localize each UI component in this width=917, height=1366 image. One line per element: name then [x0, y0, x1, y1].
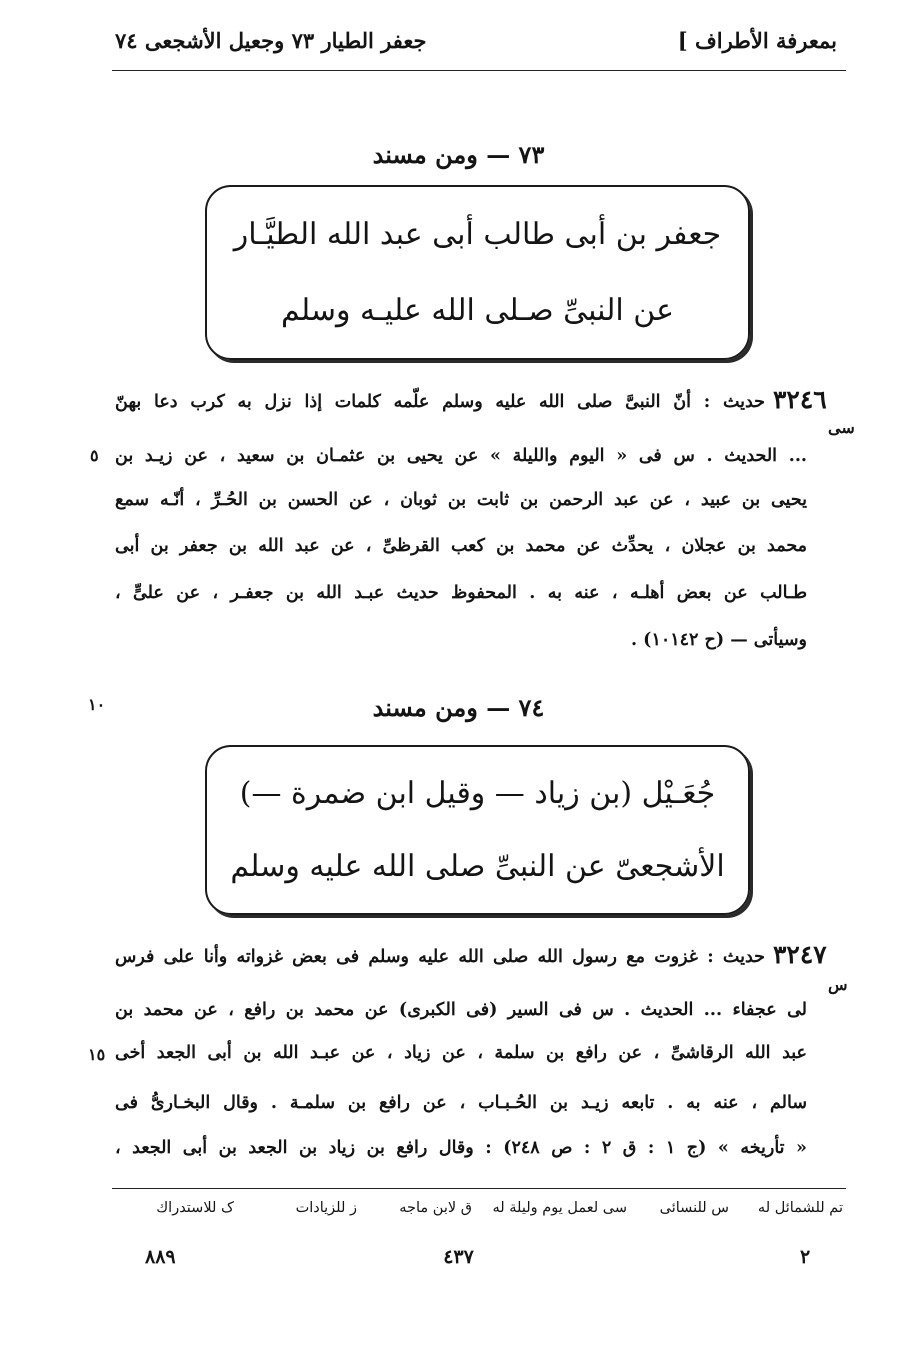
hadith-3247-line-4: سالم ، عنه به . تابعه زيـد بن الحُـبـاب ، عن رافع بن سلمـة . وقال البخـارىُّ فى [115, 1093, 807, 1113]
section-73-title-line-2: عن النبىِّ صـلى الله عليـه وسلم [281, 292, 674, 328]
hadith-3246-line-6: وسيأتى — (ح ١٠١٤٢) . [630, 630, 807, 650]
footer-key-nasai: س للنسائى [659, 1200, 729, 1216]
hadith-3247-line-3: عبد الله الرقاشىِّ ، عن رافع بن سلمة ، عن زياد ، عن عبـد الله بن أبى الجعد أخى [115, 1043, 807, 1063]
section-74-title-line-1: جُعَـيْل (بن زياد — وقيل ابن ضمرة —) [239, 776, 716, 811]
hadith-3247-line-5: « تأريخه » (ج ١ : ق ٢ : ص ٢٤٨) : وقال رافع بن زياد بن الجعد بن أبى الجعد ، [115, 1138, 807, 1158]
hadith-3246-line-3: يحيى بن عبيد ، عن عبد الرحمن بن ثابت بن ثوبان ، عن الحسن بن الحُـرِّ ، أنّـه سمع [115, 490, 807, 510]
hadith-3247-line-2: لى عجفاء ... الحديث . س فى السير (فى الكبرى) عن محمد بن رافع ، عن محمد بن [115, 1000, 807, 1020]
margin-line-number-5: ٥ [90, 446, 99, 465]
section-74-title-box [205, 745, 750, 915]
hadith-3246-number: ٣٢٤٦ [773, 385, 827, 414]
hadith-3247-siglum: س [828, 975, 848, 994]
hadith-3247-line-1: حديث : غزوت مع رسول الله صلى الله عليه وسلم فى بعض غزواته وأنا على فرس [115, 947, 765, 967]
running-header-title: جعفر الطيار ٧٣ وجعيل الأشجعى ٧٤ [115, 28, 427, 53]
margin-line-number-10: ١٠ [88, 695, 106, 714]
hadith-3246-siglum: سى [828, 418, 855, 437]
margin-line-number-15: ١٥ [88, 1045, 106, 1064]
section-73-title-box [205, 185, 750, 360]
footer-key-ibn-majah: ق لابن ماجه [399, 1200, 472, 1216]
hadith-3246-line-2: ... الحديث . س فى « اليوم والليلة » عن يحيى بن عثمـان بن سعيد ، عن زيـد بن [115, 446, 807, 466]
page-number-right: ٢ [800, 1246, 811, 1268]
section-73-title-line-1: جعفر بن أبى طالب أبى عبد الله الطيَّـار [233, 217, 722, 253]
section-74-heading: ٧٤ — ومن مسند [372, 693, 545, 722]
hadith-3246-line-4: محمد بن عجلان ، يحدِّث عن محمد بن كعب القرظىِّ ، عن عبد الله بن جعفر بن أبى [115, 536, 807, 556]
footer-key-ziyadat: ز للزيادات [295, 1200, 357, 1216]
section-74-title-line-2: الأشجعىّ عن النبىِّ صلى الله عليه وسلم [230, 849, 725, 884]
page-number-left: ٨٨٩ [145, 1246, 176, 1268]
page-number-center: ٤٣٧ [443, 1246, 474, 1268]
running-header-right: بمعرفة الأطراف ] [677, 28, 837, 53]
header-rule [112, 70, 846, 71]
section-73-heading: ٧٣ — ومن مسند [372, 140, 545, 169]
footer-key-shamail: تم للشمائل له [757, 1200, 843, 1216]
footer-rule [112, 1188, 846, 1189]
hadith-3247-number: ٣٢٤٧ [773, 940, 827, 969]
footer-key-amal-yawm: سى لعمل يوم وليلة له [492, 1200, 627, 1216]
hadith-3246-line-5: طـالب عن بعض أهلـه ، عنه به . المحفوظ حديث عبـد الله بن جعفـر ، عن علىٍّ ، [115, 583, 807, 603]
footer-key-istidrak: ک للاستدراك [156, 1200, 234, 1216]
hadith-3246-line-1: حديث : أنّ النبىَّ صلى الله عليه وسلم علّمه كلمات إذا نزل به كرب دعا بهنّ [115, 392, 765, 412]
